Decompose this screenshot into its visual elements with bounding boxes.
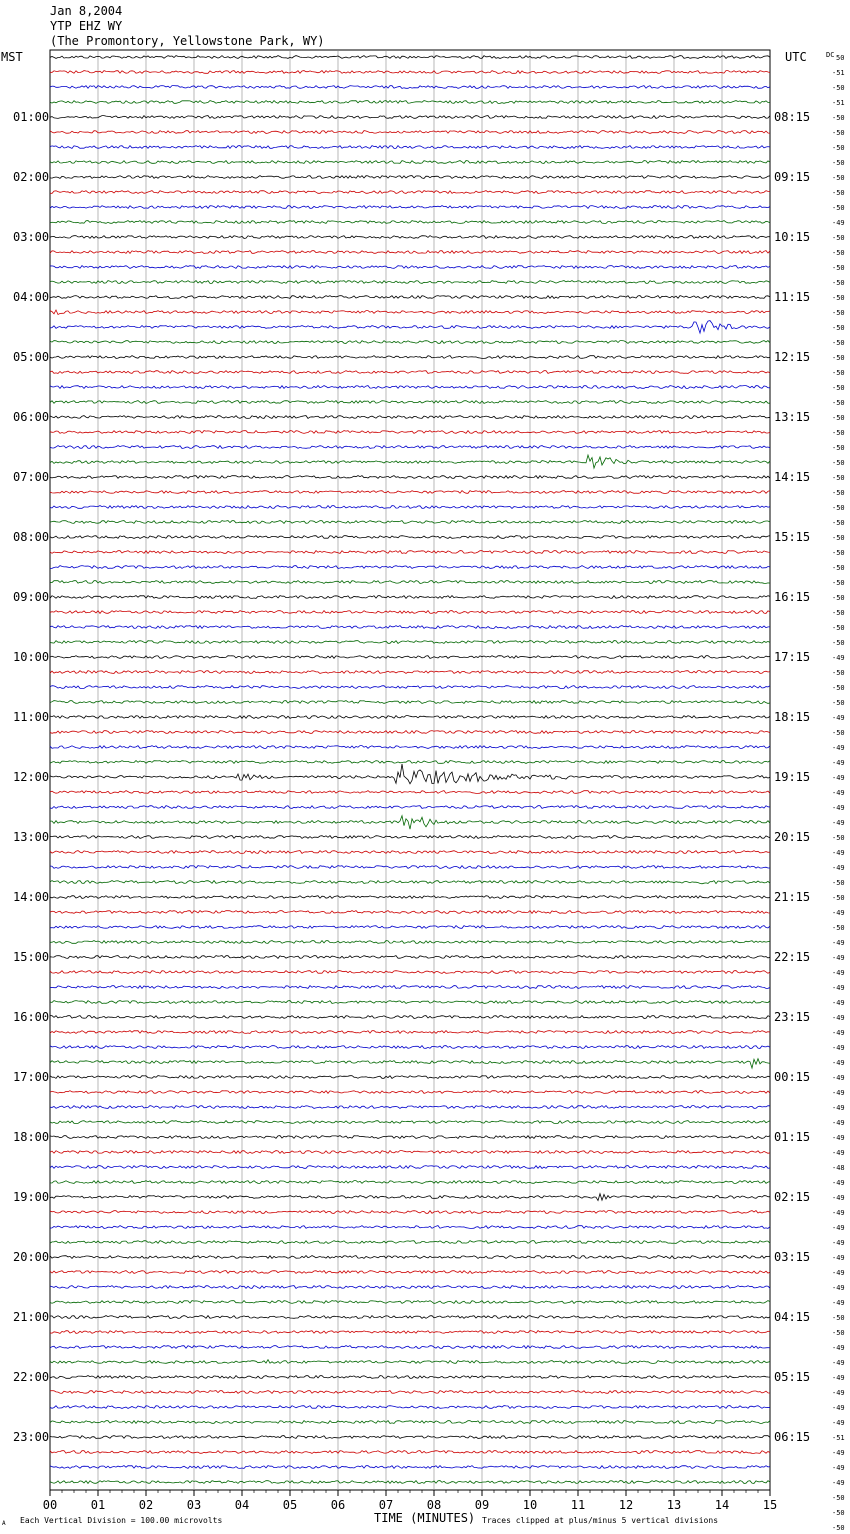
dc-offset-label: -50 [832, 594, 845, 602]
trace-line [50, 1136, 770, 1139]
mst-hour-label: 10:00 [13, 650, 50, 664]
utc-hour-label: 17:15 [774, 650, 811, 664]
trace-line [50, 476, 770, 479]
dc-offset-label: -49 [832, 1209, 845, 1217]
utc-hour-label: 01:15 [774, 1130, 811, 1144]
dc-offset-label: -50 [832, 834, 845, 842]
trace-line [50, 926, 770, 929]
dc-offset-label: -50 [832, 114, 845, 122]
dc-offset-label: -50 [832, 129, 845, 137]
trace-line [50, 251, 770, 254]
trace-line [50, 836, 770, 839]
dc-offset-label: -50 [832, 429, 845, 437]
x-tick-label: 05 [282, 1498, 298, 1512]
trace-line [50, 816, 770, 830]
dc-offset-label: -50 [832, 174, 845, 182]
dc-offset-label: -49 [832, 939, 845, 947]
trace-line [50, 401, 770, 404]
trace-line [50, 731, 770, 734]
trace-line [50, 611, 770, 614]
trace-line [50, 1016, 770, 1019]
trace-line [50, 1451, 770, 1454]
trace-line [50, 506, 770, 509]
trace-line [50, 161, 770, 164]
x-tick-label: 01 [90, 1498, 106, 1512]
dc-offset-label: -50 [832, 474, 845, 482]
dc-offset-label: -49 [832, 1359, 845, 1367]
trace-line [50, 1421, 770, 1424]
dc-offset-label: -50 [832, 459, 845, 467]
trace-line [50, 1406, 770, 1409]
trace-line [50, 1271, 770, 1274]
trace-line [50, 971, 770, 974]
x-tick-label: 06 [330, 1498, 346, 1512]
trace-line [50, 521, 770, 524]
corner-mark: A [2, 1520, 6, 1527]
trace-line [50, 1226, 770, 1229]
trace-line [50, 1241, 770, 1244]
trace-line [50, 656, 770, 659]
x-tick-label: 03 [186, 1498, 202, 1512]
x-tick-label: 04 [234, 1498, 250, 1512]
station-location: (The Promontory, Yellowstone Park, WY) [50, 34, 325, 48]
dc-offset-label: -49 [832, 1464, 845, 1472]
dc-offset-label: -50 [832, 444, 845, 452]
dc-offset-label: -50 [832, 894, 845, 902]
dc-offset-label: -49 [832, 654, 845, 662]
seismic-traces [50, 56, 770, 1484]
dc-offset-label: -50 [832, 384, 845, 392]
trace-line [50, 641, 770, 644]
trace-line [50, 176, 770, 179]
dc-offset-label: -50 [832, 339, 845, 347]
mst-hour-label: 19:00 [13, 1190, 50, 1204]
utc-hour-labels [774, 110, 810, 1444]
utc-hour-label: 04:15 [774, 1310, 811, 1324]
dc-offset-label: -49 [832, 1014, 845, 1022]
trace-line [50, 1121, 770, 1124]
x-tick-label: 00 [42, 1498, 58, 1512]
trace-line [50, 146, 770, 149]
trace-line [50, 686, 770, 689]
mst-hour-label: 18:00 [13, 1130, 50, 1144]
trace-line [50, 1391, 770, 1394]
trace-line [50, 321, 770, 334]
dc-offset-label: -50 [832, 549, 845, 557]
mst-hour-labels [13, 110, 49, 1444]
trace-line [50, 1059, 770, 1068]
trace-line [50, 416, 770, 419]
dc-offset-label: -48 [832, 1164, 845, 1172]
dc-offset-label: -49 [832, 1299, 845, 1307]
dc-offset-label: -49 [832, 849, 845, 857]
dc-offset-label: -49 [832, 1074, 845, 1082]
x-tick-label: 11 [570, 1498, 586, 1512]
dc-offset-labels [832, 54, 845, 1534]
dc-offset-label: -50 [832, 699, 845, 707]
dc-offset-label: -49 [832, 1269, 845, 1277]
utc-hour-label: 05:15 [774, 1370, 811, 1384]
utc-hour-label: 12:15 [774, 350, 811, 364]
mst-hour-label: 21:00 [13, 1310, 50, 1324]
mst-hour-label: 06:00 [13, 410, 50, 424]
dc-offset-label: -50 [832, 234, 845, 242]
trace-line [50, 296, 770, 299]
trace-line [50, 1166, 770, 1169]
dc-offset-label: -49 [832, 1449, 845, 1457]
trace-line [50, 911, 770, 914]
dc-offset-label: -50 [832, 534, 845, 542]
trace-line [50, 56, 770, 59]
dc-offset-label: -50 [832, 504, 845, 512]
plot-date: Jan 8,2004 [50, 4, 123, 18]
dc-offset-label: -50 [832, 1314, 845, 1322]
dc-offset-label: -49 [832, 954, 845, 962]
dc-offset-label: -49 [832, 909, 845, 917]
trace-line [50, 986, 770, 989]
dc-offset-label: -51 [832, 69, 845, 77]
dc-offset-label: -49 [832, 1089, 845, 1097]
dc-offset-label: -49 [832, 1029, 845, 1037]
utc-hour-label: 09:15 [774, 170, 811, 184]
dc-offset-label: -49 [832, 1239, 845, 1247]
dc-offset-label: -50 [832, 879, 845, 887]
mst-axis-label: MST [1, 50, 23, 64]
trace-line [50, 566, 770, 569]
trace-line [50, 101, 770, 104]
dc-offset-label: -51 [832, 99, 845, 107]
dc-offset-label: -50 [832, 1329, 845, 1337]
utc-hour-label: 15:15 [774, 530, 811, 544]
utc-hour-label: 02:15 [774, 1190, 811, 1204]
dc-offset-label: -50 [832, 579, 845, 587]
trace-line [50, 1046, 770, 1049]
trace-line [50, 581, 770, 584]
dc-offset-label: -50 [832, 489, 845, 497]
dc-offset-label: -49 [832, 1389, 845, 1397]
trace-line [50, 1376, 770, 1379]
trace-line [50, 1091, 770, 1094]
trace-line [50, 551, 770, 554]
dc-offset-label: -49 [832, 999, 845, 1007]
trace-line [50, 116, 770, 119]
trace-line [50, 596, 770, 599]
dc-offset-label: -50 [832, 279, 845, 287]
dc-offset-label: -49 [832, 864, 845, 872]
dc-offset-label: -50 [832, 354, 845, 362]
trace-line [50, 1466, 770, 1469]
mst-hour-label: 09:00 [13, 590, 50, 604]
dc-offset-label: -49 [832, 1104, 845, 1112]
dc-offset-label: -49 [832, 1284, 845, 1292]
mst-hour-label: 17:00 [13, 1070, 50, 1084]
dc-offset-label: -50 [832, 684, 845, 692]
utc-hour-label: 22:15 [774, 950, 811, 964]
x-tick-label: 12 [618, 1498, 634, 1512]
dc-offset-label: -50 [832, 324, 845, 332]
dc-offset-label: -50 [832, 519, 845, 527]
trace-line [50, 761, 770, 764]
x-tick-label: 02 [138, 1498, 154, 1512]
trace-line [50, 1481, 770, 1484]
dc-offset-label: -49 [832, 819, 845, 827]
trace-line [50, 1436, 770, 1439]
x-tick-label: 08 [426, 1498, 442, 1512]
trace-line [50, 851, 770, 854]
utc-hour-label: 11:15 [774, 290, 811, 304]
mst-hour-label: 01:00 [13, 110, 50, 124]
mst-hour-label: 15:00 [13, 950, 50, 964]
trace-line [50, 206, 770, 209]
dc-offset-label: -50 [832, 669, 845, 677]
trace-line [50, 356, 770, 359]
x-axis [43, 1490, 777, 1512]
trace-line [50, 1360, 770, 1364]
utc-hour-label: 20:15 [774, 830, 811, 844]
trace-line [50, 191, 770, 194]
x-tick-label: 07 [378, 1498, 394, 1512]
trace-line [50, 491, 770, 494]
utc-hour-label: 06:15 [774, 1430, 811, 1444]
dc-label: DC [826, 51, 835, 59]
trace-line [50, 746, 770, 749]
trace-line [50, 1286, 770, 1289]
utc-hour-label: 03:15 [774, 1250, 811, 1264]
dc-offset-label: -49 [832, 1479, 845, 1487]
dc-offset-label: -49 [832, 1344, 845, 1352]
dc-offset-label: -49 [832, 1134, 845, 1142]
trace-line [50, 956, 770, 959]
mst-hour-label: 22:00 [13, 1370, 50, 1384]
utc-hour-label: 21:15 [774, 890, 811, 904]
trace-line [50, 310, 770, 315]
trace-line [50, 1301, 770, 1304]
dc-offset-label: -50 [832, 369, 845, 377]
mst-hour-label: 16:00 [13, 1010, 50, 1024]
mst-hour-label: 02:00 [13, 170, 50, 184]
dc-offset-label: -50 [832, 924, 845, 932]
dc-offset-label: -50 [832, 84, 845, 92]
trace-line [50, 1194, 770, 1201]
trace-line [50, 626, 770, 629]
trace-line [50, 764, 770, 784]
trace-line [50, 1346, 770, 1349]
station-id: YTP EHZ WY [50, 19, 123, 33]
dc-offset-label: -49 [832, 789, 845, 797]
mst-hour-label: 13:00 [13, 830, 50, 844]
utc-hour-label: 23:15 [774, 1010, 811, 1024]
dc-offset-label: -50 [832, 1524, 845, 1532]
dc-offset-label: -49 [832, 984, 845, 992]
trace-line [50, 1316, 770, 1319]
dc-offset-label: -49 [832, 1059, 845, 1067]
trace-line [50, 896, 770, 899]
trace-line [50, 131, 770, 134]
mst-hour-label: 07:00 [13, 470, 50, 484]
utc-axis-label: UTC [785, 50, 807, 64]
x-tick-label: 10 [522, 1498, 538, 1512]
mst-hour-label: 23:00 [13, 1430, 50, 1444]
dc-offset-label: 50 [836, 54, 845, 62]
x-tick-label: 15 [762, 1498, 778, 1512]
dc-offset-label: -49 [832, 804, 845, 812]
trace-line [50, 791, 770, 794]
dc-offset-label: -50 [832, 264, 845, 272]
dc-offset-label: -50 [832, 729, 845, 737]
mst-hour-label: 04:00 [13, 290, 50, 304]
trace-line [50, 1181, 770, 1184]
utc-hour-label: 18:15 [774, 710, 811, 724]
dc-offset-label: -49 [832, 1194, 845, 1202]
utc-hour-label: 10:15 [774, 230, 811, 244]
utc-hour-label: 14:15 [774, 470, 811, 484]
mst-hour-label: 05:00 [13, 350, 50, 364]
mst-hour-label: 03:00 [13, 230, 50, 244]
trace-line [50, 1031, 770, 1034]
dc-offset-label: -49 [832, 969, 845, 977]
dc-offset-label: -49 [832, 1404, 845, 1412]
dc-offset-label: -50 [832, 399, 845, 407]
clip-note: Traces clipped at plus/minus 5 vertical divisions [482, 1516, 719, 1525]
mst-hour-label: 14:00 [13, 890, 50, 904]
dc-offset-label: -50 [832, 639, 845, 647]
dc-offset-label: -49 [832, 744, 845, 752]
mst-hour-label: 11:00 [13, 710, 50, 724]
dc-offset-label: -49 [832, 1224, 845, 1232]
trace-line [50, 1151, 770, 1154]
trace-line [50, 1211, 770, 1214]
trace-line [50, 1001, 770, 1004]
dc-offset-label: -50 [832, 249, 845, 257]
dc-offset-label: -50 [832, 159, 845, 167]
dc-offset-label: -49 [832, 714, 845, 722]
utc-hour-label: 00:15 [774, 1070, 811, 1084]
dc-offset-label: -49 [832, 1149, 845, 1157]
trace-line [50, 371, 770, 374]
dc-offset-label: -50 [832, 624, 845, 632]
trace-line [50, 1331, 770, 1334]
scale-note: Each Vertical Division = 100.00 microvolts [20, 1516, 223, 1525]
utc-hour-label: 16:15 [774, 590, 811, 604]
trace-line [50, 281, 770, 284]
trace-line [50, 671, 770, 674]
trace-line [50, 446, 770, 449]
trace-line [50, 716, 770, 719]
x-tick-label: 13 [666, 1498, 682, 1512]
mst-hour-label: 12:00 [13, 770, 50, 784]
dc-offset-label: -49 [832, 1044, 845, 1052]
dc-offset-label: -50 [832, 144, 845, 152]
trace-line [50, 701, 770, 704]
trace-line [50, 221, 770, 224]
trace-line [50, 71, 770, 74]
trace-line [50, 1106, 770, 1109]
trace-line [50, 1256, 770, 1259]
dc-offset-label: -50 [832, 189, 845, 197]
dc-offset-label: -49 [832, 774, 845, 782]
trace-line [50, 386, 770, 389]
trace-line [50, 341, 770, 344]
trace-line [50, 941, 770, 944]
dc-offset-label: -50 [832, 1509, 845, 1517]
dc-offset-label: -49 [832, 219, 845, 227]
x-tick-label: 14 [714, 1498, 730, 1512]
trace-line [50, 455, 770, 468]
dc-offset-label: -49 [832, 1419, 845, 1427]
dc-offset-label: -50 [832, 309, 845, 317]
dc-offset-label: -50 [832, 609, 845, 617]
dc-offset-label: -51 [832, 1434, 845, 1442]
trace-line [50, 881, 770, 884]
dc-offset-label: -49 [832, 759, 845, 767]
utc-hour-label: 08:15 [774, 110, 811, 124]
trace-line [50, 1076, 770, 1079]
dc-offset-label: -50 [832, 294, 845, 302]
x-tick-label: 09 [474, 1498, 490, 1512]
dc-offset-label: -50 [832, 1494, 845, 1502]
mst-hour-label: 08:00 [13, 530, 50, 544]
trace-line [50, 536, 770, 539]
dc-offset-label: -49 [832, 1254, 845, 1262]
trace-line [50, 86, 770, 89]
dc-offset-label: -50 [832, 204, 845, 212]
dc-offset-label: -50 [832, 564, 845, 572]
utc-hour-label: 19:15 [774, 770, 811, 784]
utc-hour-label: 13:15 [774, 410, 811, 424]
dc-offset-label: -50 [832, 414, 845, 422]
dc-offset-label: -49 [832, 1179, 845, 1187]
trace-line [50, 866, 770, 869]
mst-hour-label: 20:00 [13, 1250, 50, 1264]
trace-line [50, 236, 770, 239]
trace-line [50, 266, 770, 269]
dc-offset-label: -49 [832, 1374, 845, 1382]
trace-line [50, 806, 770, 809]
dc-offset-label: -49 [832, 1119, 845, 1127]
trace-line [50, 431, 770, 434]
x-axis-title: TIME (MINUTES) [374, 1511, 476, 1525]
